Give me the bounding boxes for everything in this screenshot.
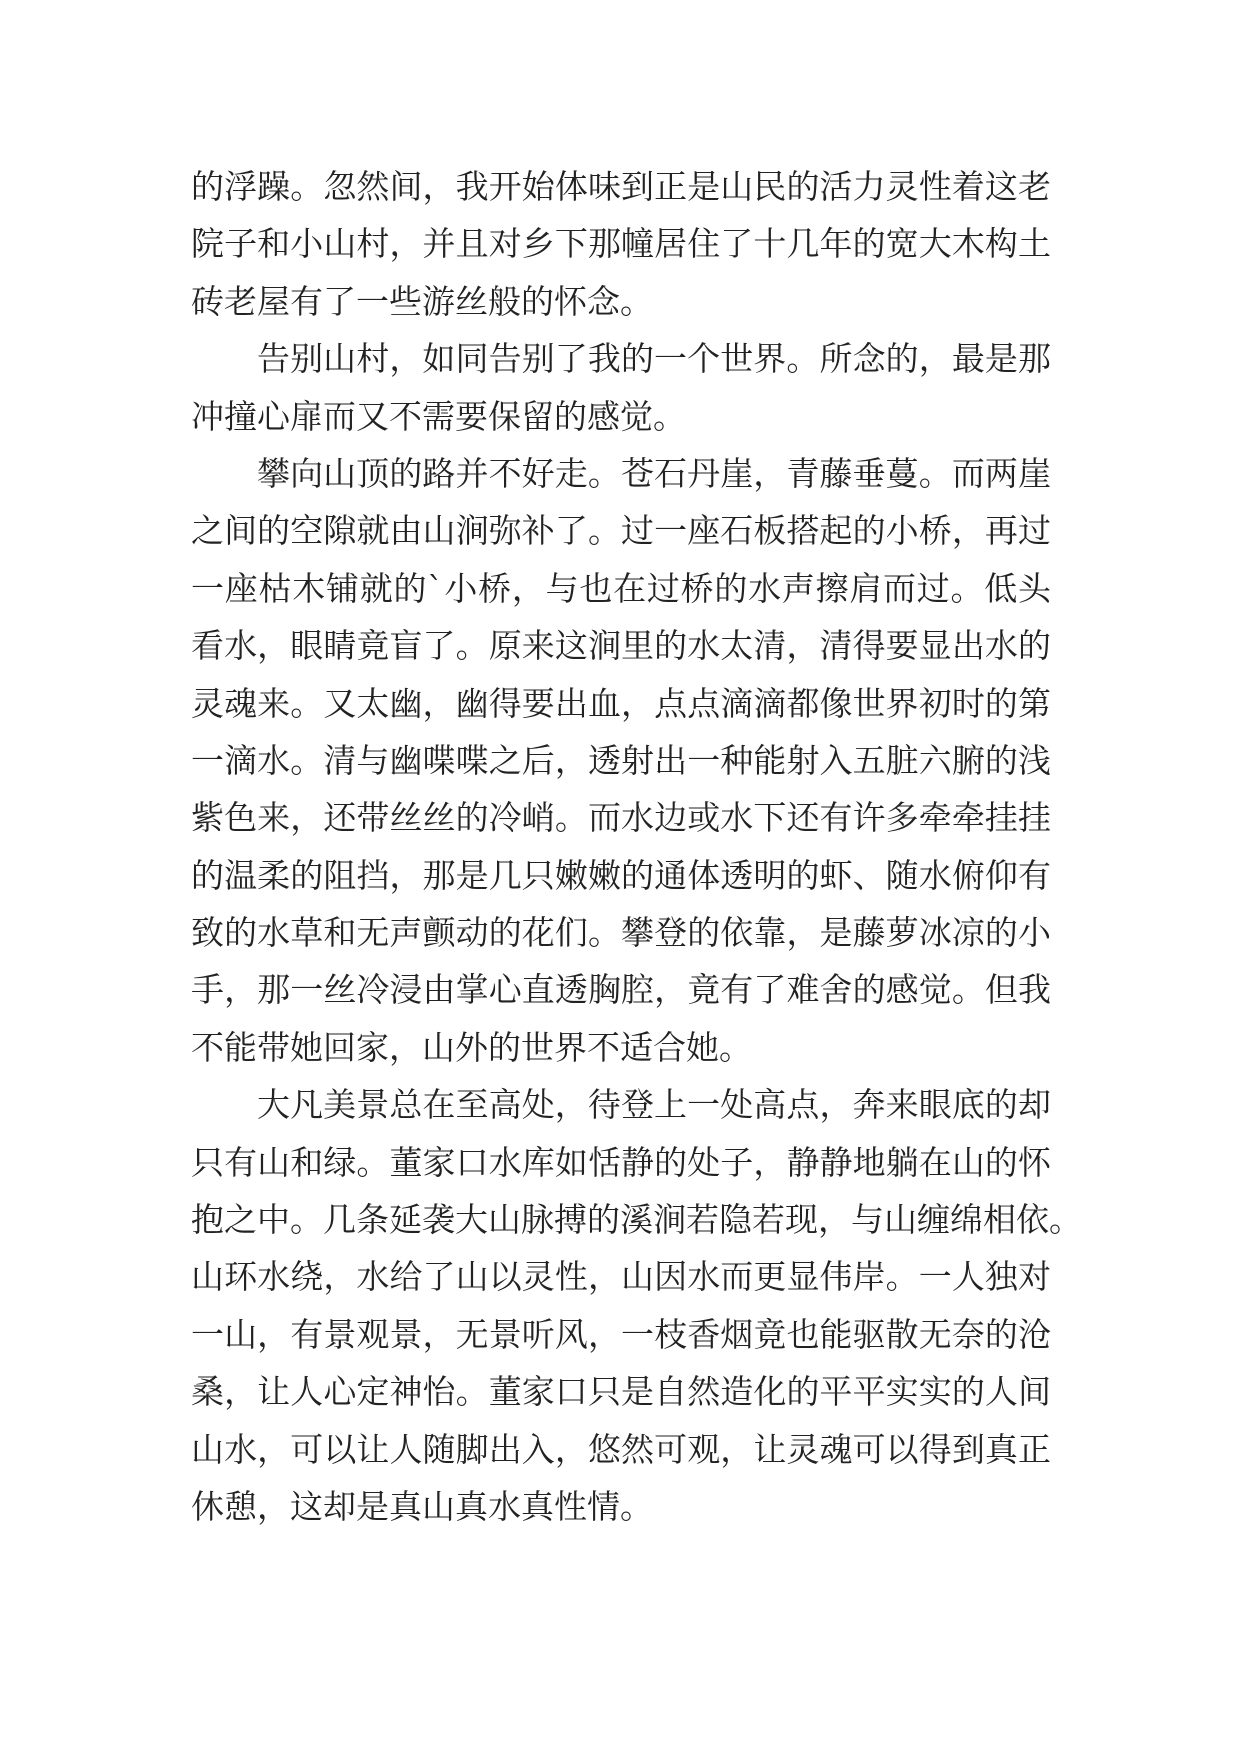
text-line: 山水，可以让人随脚出入，悠然可观，让灵魂可以得到真正: [191, 1429, 1051, 1469]
text-line: 一座枯木铺就的`小桥，与也在过桥的水声擦肩而过。低头: [191, 568, 1051, 608]
text-line: 抱之中。几条延袭大山脉搏的溪涧若隐若现，与山缠绵相依。: [191, 1200, 1082, 1240]
text-line: 的温柔的阻挡，那是几只嫩嫩的通体透明的虾、随水俯仰有: [191, 855, 1051, 895]
text-line: 只有山和绿。董家口水库如恬静的处子，静静地躺在山的怀: [191, 1142, 1051, 1182]
text-line: 一滴水。清与幽喋喋之后，透射出一种能射入五脏六腑的浅: [191, 740, 1051, 780]
text-line: 不能带她回家，山外的世界不适合她。: [191, 1027, 752, 1067]
text-line: 休憩，这却是真山真水真性情。: [191, 1486, 653, 1526]
text-line: 紫色来，还带丝丝的冷峭。而水边或水下还有许多牵牵挂挂: [191, 798, 1051, 838]
paragraph-first-line: 告别山村，如同告别了我的一个世界。所念的，最是那: [257, 339, 1051, 379]
text-line: 院子和小山村，并且对乡下那幢居住了十几年的宽大木构土: [191, 224, 1051, 264]
paragraph-first-line: 攀向山顶的路并不好走。苍石丹崖，青藤垂蔓。而两崖: [257, 453, 1051, 493]
text-line: 看水，眼睛竟盲了。原来这涧里的水太清，清得要显出水的: [191, 626, 1051, 666]
body-text: [191, 158, 1082, 1535]
text-line: 灵魂来。又太幽，幽得要出血，点点滴滴都像世界初时的第: [191, 683, 1051, 723]
text-line: 一山，有景观景，无景听风，一枝香烟竟也能驱散无奈的沧: [191, 1314, 1051, 1354]
text-line: 桑，让人心定神怡。董家口只是自然造化的平平实实的人间: [191, 1372, 1051, 1412]
paragraph-first-line: 大凡美景总在至高处，待登上一处高点，奔来眼底的却: [257, 1085, 1051, 1125]
text-line: 冲撞心扉而又不需要保留的感觉。: [191, 396, 686, 436]
text-line: 山环水绕，水给了山以灵性，山因水而更显伟岸。一人独对: [191, 1257, 1051, 1297]
text-line: 砖老屋有了一些游丝般的怀念。: [191, 281, 653, 321]
text-line: 之间的空隙就由山涧弥补了。过一座石板搭起的小桥，再过: [191, 511, 1051, 551]
text-line: 手，那一丝冷浸由掌心直透胸腔，竟有了难舍的感觉。但我: [191, 970, 1051, 1010]
text-line: 的浮躁。忽然间，我开始体味到正是山民的活力灵性着这老: [191, 167, 1051, 206]
text-line: 致的水草和无声颤动的花们。攀登的依靠，是藤萝冰凉的小: [191, 913, 1051, 953]
